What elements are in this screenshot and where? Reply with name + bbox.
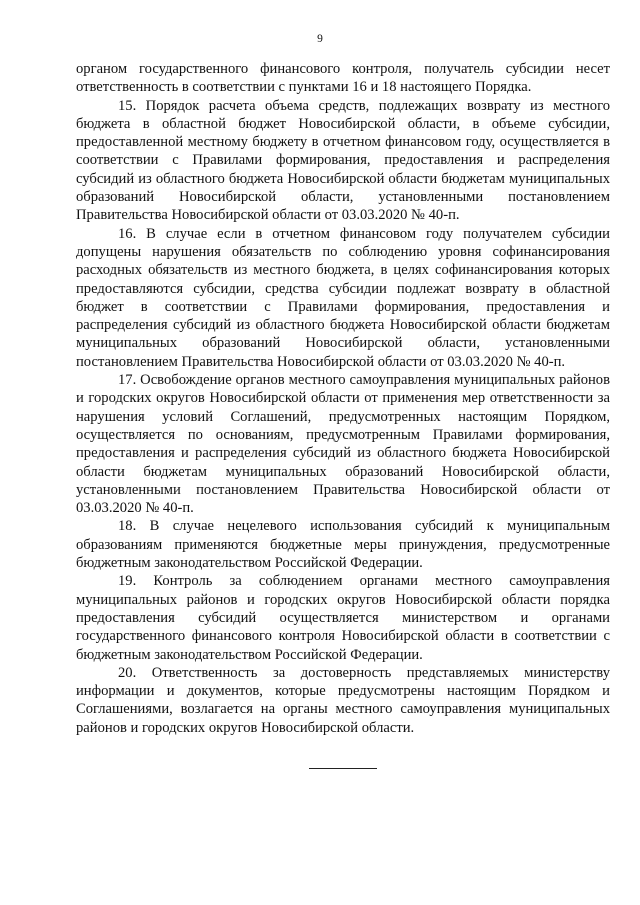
page-number: 9	[317, 33, 323, 45]
paragraph-item-15: 15. Порядок расчета объема средств, подлежащих возврату из местного бюджета в областной бюджет Новосибирской области, в объеме субсидии, предоставленной местному бюджету в отчетном финансовом году, осуществляется в соответствии с Правилами формирования, предоставления и распределения субсидий из областного бюджета Новосибирской области бюджетам муниципальных образований Новосибирской области, установленными постановлением Правительства Новосибирской области от 03.03.2020 № 40-п.	[76, 97, 610, 224]
paragraph-item-16: 16. В случае если в отчетном финансовом году получателем субсидии допущены нарушения обязательств по соблюдению уровня софинансирования расходных обязательств из местного бюджета, в целях софинансирования которых предоставляются субсидии, средства субсидии подлежат возврату в областной бюджет в соответствии с Правилами формирования, предоставления и распределения субсидий из областного бюджета Новосибирской области бюджетам муниципальных образований Новосибирской области, установленными постановлением Правительства Новосибирской области от 03.03.2020 № 40-п.	[76, 225, 610, 370]
paragraph-continued: органом государственного финансового контроля, получатель субсидии несет ответственность в соответствии с пунктами 16 и 18 настоящего Порядка.	[76, 61, 610, 96]
paragraph-item-17: 17. Освобождение органов местного самоуправления муниципальных районов и городских округов Новосибирской области от применения мер ответственности за нарушения условий Соглашений, предусмотренных настоящим Порядком, осуществляется по основаниям, предусмотренным Правилами формирования, предоставления и распределения субсидий из областного бюджета Новосибирской области бюджетам муниципальных образований Новосибирской области, установленными постановлением Правительства Новосибирской области от 03.03.2020 № 40-п.	[76, 372, 610, 517]
paragraph-item-18: 18. В случае нецелевого использования субсидий к муниципальным образованиям применяются бюджетные меры принуждения, предусмотренные бюджетным законодательством Российской Федерации.	[76, 518, 610, 572]
paragraph-item-19: 19. Контроль за соблюдением органами местного самоуправления муниципальных районов и городских округов Новосибирской области порядка предоставления субсидий осуществляется министерством и органами государственного финансового контроля Новосибирской области в соответствии с бюджетным законодательством Российской Федерации.	[76, 573, 610, 663]
end-of-document-rule	[309, 768, 377, 769]
document-body	[76, 60, 610, 737]
paragraph-item-20: 20. Ответственность за достоверность представляемых министерству информации и документов, которые предусмотрены настоящим Порядком и Соглашениями, возлагается на органы местного самоуправления муниципальных районов и городских округов Новосибирской области.	[76, 664, 610, 736]
